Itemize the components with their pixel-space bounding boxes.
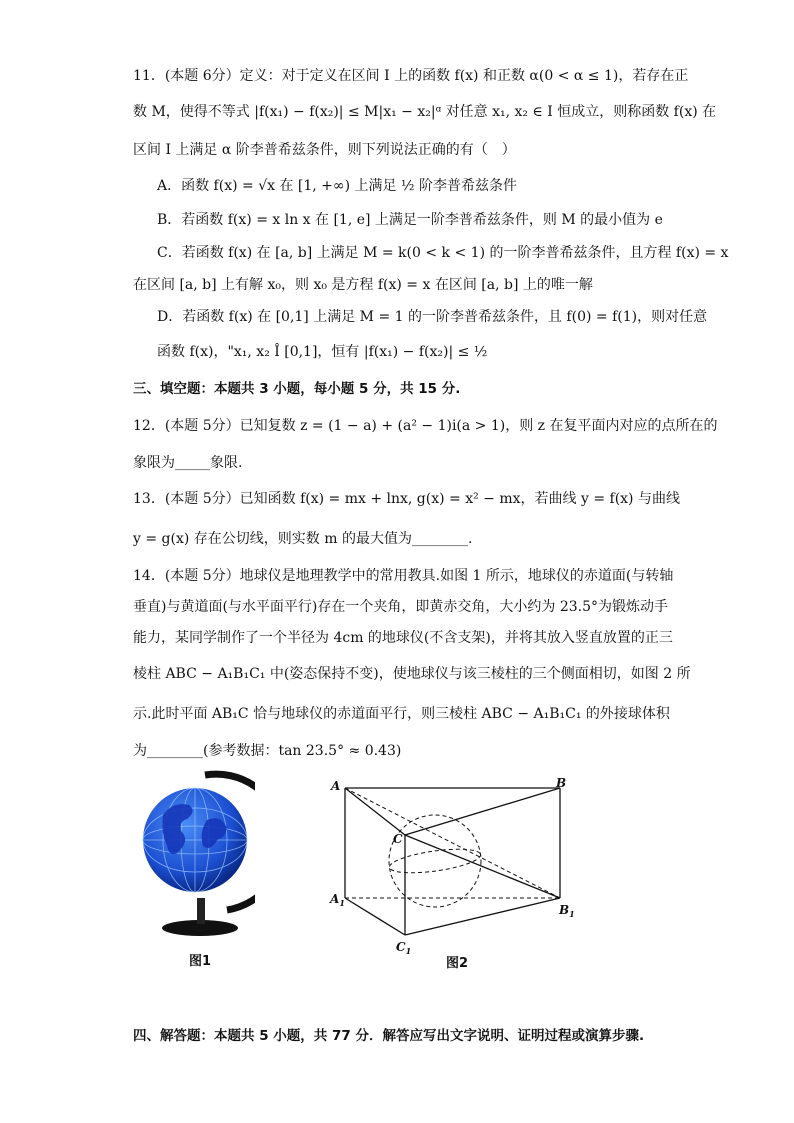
q13-line1: 13．(本题 5分）已知函数 f(x) = mx + lnx, g(x) = x² − mx，若曲线 y = f(x) 与曲线 [133, 491, 680, 507]
label-C: C [393, 832, 403, 846]
q13-line2: y = g(x) 存在公切线，则实数 m 的最大值为________. [133, 531, 473, 547]
label-C1: $C_1$ [396, 940, 412, 955]
q11-option-c-line1: C．若函数 f(x) 在 [a, b] 上满足 M = k(0 < k < 1) 的一阶李普希兹条件，且方程 f(x) = x [157, 245, 729, 261]
q14-line4: 棱柱 ABC − A₁B₁C₁ 中(姿态保持不变)，使地球仪与该三棱柱的三个侧面相切，如图 2 所 [133, 666, 691, 682]
edge-BC [405, 788, 560, 835]
q14-line5: 示.此时平面 AB₁C 恰与地球仪的赤道面平行，则三棱柱 ABC − A₁B₁C₁ 的外接球体积 [133, 706, 670, 722]
figure1-caption: 图1 [189, 954, 212, 969]
q11-option-c-line2: 在区间 [a, b] 上有解 x₀，则 x₀ 是方程 f(x) = x 在区间 [a, b] 上的唯一解 [133, 277, 593, 293]
q12-line1: 12．(本题 5分）已知复数 z = (1 − a) + (a² − 1)i(a > 1)，则 z 在复平面内对应的点所在的 [133, 418, 718, 434]
label-B: B [556, 776, 567, 790]
section3-heading: 三、填空题：本题共 3 小题，每小题 5 分，共 15 分. [133, 381, 461, 397]
label-A: A [331, 779, 341, 793]
sphere-outline [389, 815, 481, 907]
edge-CB1 [405, 835, 560, 898]
q11-option-d-line1: D．若函数 f(x) 在 [0,1] 上满足 M = 1 的一阶李普希兹条件，且 f(0) = f(1)，则对任意 [157, 309, 708, 325]
edge-AC [345, 788, 405, 835]
section4-heading: 四、解答题：本题共 5 小题，共 77 分．解答应写出文字说明、证明过程或演算步骤. [133, 1028, 645, 1044]
prism-figure [325, 775, 595, 955]
q14-line6: 为________(参考数据：tan 23.5° ≈ 0.43) [133, 743, 402, 759]
edge-B1C1 [405, 898, 560, 935]
q11-option-b: B．若函数 f(x) = x ln x 在 [1, e] 上满足一阶李普希兹条件，则 M 的最小值为 e [157, 212, 663, 228]
q11-line3: 区间 I 上满足 α 阶李普希兹条件，则下列说法正确的有（ ） [133, 142, 516, 158]
q11-option-d-line2: 函数 f(x)，"x₁, x₂ Î [0,1]，恒有 |f(x₁) − f(x₂)| ≤ ½ [157, 344, 488, 360]
q11-line1: 11．(本题 6分）定义：对于定义在区间 I 上的函数 f(x) 和正数 α(0 < α ≤ 1)，若存在正 [133, 68, 689, 84]
figure2-caption: 图2 [446, 956, 469, 971]
label-B1: $B_1$ [559, 903, 575, 919]
q12-line2: 象限为_____象限. [133, 455, 243, 471]
label-A1: $A_1$ [330, 892, 345, 908]
q14-line1: 14．(本题 5分）地球仪是地理教学中的常用教具.如图 1 所示，地球仪的赤道面(与转轴 [133, 568, 674, 584]
edge-A1C1 [345, 898, 405, 935]
q11-line2: 数 M，使得不等式 |f(x₁) − f(x₂)| ≤ M|x₁ − x₂|ᵅ 对任意 x₁, x₂ ∈ I 恒成立，则称函数 f(x) 在 [133, 104, 717, 120]
globe-figure [135, 770, 255, 940]
globe-stand-post [197, 898, 205, 924]
q14-line3: 能力，某同学制作了一个半径为 4cm 的地球仪(不含支架)，并将其放入竖直放置的正三 [133, 630, 673, 646]
q14-line2: 垂直)与黄道面(与水平面平行)存在一个夹角，即黄赤交角，大小约为 23.5°为锻炼动手 [133, 599, 669, 615]
edge-AB1-hidden [345, 788, 560, 898]
q11-option-a: A．函数 f(x) = √x 在 [1, +∞) 上满足 ½ 阶李普希兹条件 [157, 178, 517, 194]
